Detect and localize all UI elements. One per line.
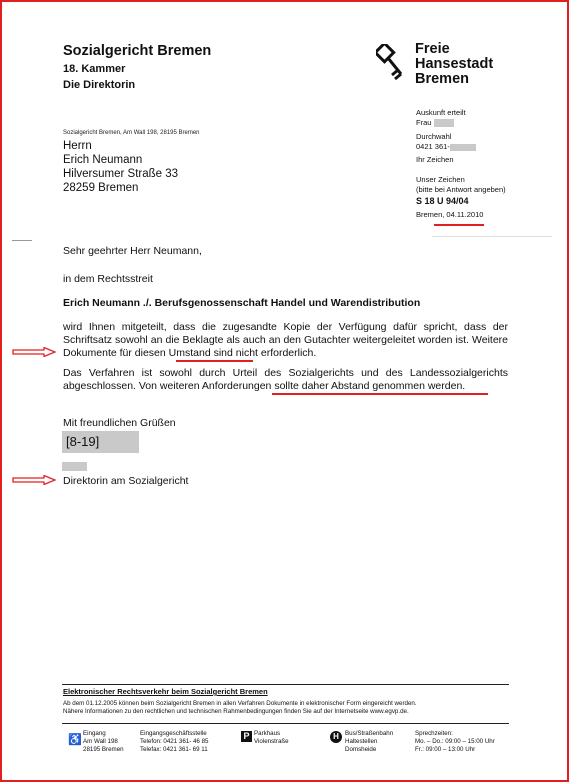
phone-number: 0421 361-: [416, 142, 450, 151]
unser-zeichen-label: Unser Zeichen: [416, 175, 465, 184]
arrow-right-icon: [12, 475, 56, 485]
footer-line: Eingang: [83, 730, 106, 737]
state-line: Hansestadt: [415, 56, 494, 72]
footer-line: Fr.: 09:00 – 13:00 Uhr: [415, 746, 476, 753]
letter-date: Bremen, 04.11.2010: [416, 210, 484, 219]
footer-line: Domsheide: [345, 746, 377, 753]
chamber: 18. Kammer: [63, 63, 126, 75]
recipient-address: [63, 139, 178, 195]
state-name: [415, 42, 493, 87]
frau-label: Frau: [416, 118, 432, 127]
director-title: Die Direktorin: [63, 79, 136, 91]
footer-line: Sprechzeiten:: [415, 730, 453, 737]
court-name: Sozialgericht Bremen: [63, 43, 212, 59]
highlighted-text: sollte daher Abstand genommen werden: [274, 380, 463, 392]
state-line: Bremen: [415, 71, 469, 87]
footer-col-office: [140, 730, 208, 754]
paragraph-1: [63, 321, 508, 360]
closing: Mit freundlichen Grüßen: [63, 417, 176, 429]
annotation-underline: [176, 360, 253, 362]
footer-line: Ab dem 01.12.2005 können beim Sozialgericht Bremen in allen Verfahren Dokumente in elektronischer Form eingereicht werden.: [63, 700, 417, 707]
parking-icon: P: [241, 731, 252, 742]
salutation: Sehr geehrter Herr Neumann,: [63, 245, 202, 257]
footer-line: Eingangsgeschäftsstelle: [140, 730, 207, 737]
signature-redaction: [8-19]: [62, 431, 139, 453]
footer-col-hours: [415, 730, 495, 754]
paragraph-text: wird Ihnen mitgeteilt, dass die zugesandte Kopie der Verfügung dafür spricht, dass der Schriftsatz sowohl an die Beklagte als auch an den Gutachter weitergeleitet worden ist. Weitere Dokumente für diesen Umstand sind: [63, 321, 508, 359]
sender-line: Sozialgericht Bremen, Am Wall 198, 28195 Bremen: [63, 130, 200, 136]
footer-line: Mo. – Do.: 09:00 – 15:00 Uhr: [415, 738, 495, 745]
paragraph-text: .: [313, 347, 317, 359]
bremen-key-icon: [376, 44, 406, 82]
address-line: 28259 Bremen: [63, 182, 139, 194]
annotation-underline: [272, 393, 488, 395]
parties: Erich Neumann ./. Berufsgenossenschaft Handel und Warendistribution: [63, 297, 421, 309]
footer-col-transit: [345, 730, 393, 754]
highlighted-text: nicht erforderlich: [235, 347, 314, 359]
address-line: Hilversumer Straße 33: [63, 168, 179, 180]
bus-stop-icon: H: [330, 731, 342, 743]
fold-mark: [432, 236, 552, 237]
footer-line: Parkhaus: [254, 730, 281, 737]
footer-info: [63, 700, 513, 716]
footer-rule: [62, 723, 509, 724]
case-number: S 18 U 94/04: [416, 196, 469, 206]
footer-line: Telefon: 0421 361- 46 85: [140, 738, 209, 745]
address-line: Herrn: [63, 140, 92, 152]
footer-col-parking: [254, 730, 289, 746]
redaction-box: [434, 119, 454, 127]
state-line: Freie: [415, 41, 450, 57]
paragraph-text: Das Verfahren ist sowohl durch Urteil des Sozialgerichts und des Landessozialgerichts abgeschlossen. Von weiteren Anforderungen: [63, 367, 508, 392]
paragraph-2: [63, 367, 508, 393]
redaction-box: [62, 462, 87, 471]
durchwahl-label: Durchwahl: [416, 132, 452, 141]
redaction-box: [450, 144, 476, 151]
auskunft-label: Auskunft erteilt: [416, 108, 466, 117]
footer-line: Telefax: 0421 361- 69 11: [140, 746, 208, 753]
intro: in dem Rechtsstreit: [63, 273, 153, 285]
footer-title: Elektronischer Rechtsverkehr beim Sozialgericht Bremen: [63, 687, 268, 696]
address-line: Erich Neumann: [63, 154, 143, 166]
footer-col-entrance: [83, 730, 124, 754]
footer-line: Nähere Informationen zu den rechtlichen und technischen Rahmenbedingungen finden Sie auf der Internetseite www.egvp.de.: [63, 708, 409, 715]
footer-line: Haltestellen: [345, 738, 378, 745]
footer-line: 28195 Bremen: [83, 746, 124, 753]
footer-line: Am Wall 198: [83, 738, 118, 745]
ihr-zeichen-label: Ihr Zeichen: [416, 155, 454, 164]
arrow-right-icon: [12, 347, 56, 357]
wheelchair-icon: ♿: [68, 734, 82, 746]
bitte-note: (bitte bei Antwort angeben): [416, 185, 506, 194]
fold-mark: [12, 240, 32, 241]
footer-line: Violenstraße: [254, 738, 289, 745]
footer-rule: [62, 684, 509, 685]
signer-role: Direktorin am Sozialgericht: [63, 475, 189, 487]
date-underline: [434, 224, 484, 226]
info-column: [416, 108, 506, 220]
paragraph-text: .: [462, 380, 466, 392]
footer-line: Bus/Straßenbahn: [345, 730, 394, 737]
